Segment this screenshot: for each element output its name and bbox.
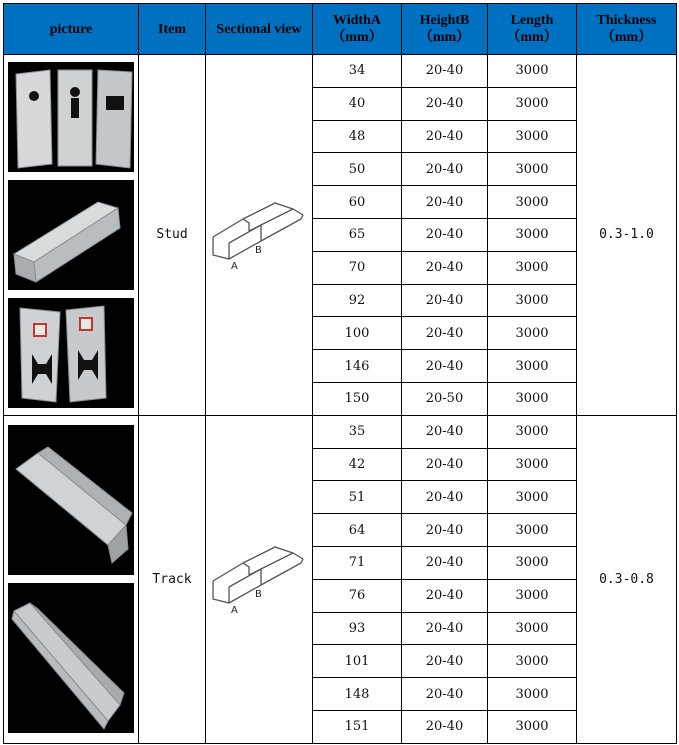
length-cell: 3000 bbox=[488, 514, 577, 547]
track-channel-photo bbox=[8, 583, 134, 733]
header-thickness: Thickness （mm） bbox=[577, 4, 677, 55]
length-cell: 3000 bbox=[488, 448, 577, 481]
header-length: Length （mm） bbox=[488, 4, 577, 55]
width-cell: 71 bbox=[313, 546, 402, 579]
header-sectional-view: Sectional view bbox=[206, 4, 313, 55]
height-cell: 20-40 bbox=[402, 546, 488, 579]
header-row bbox=[4, 4, 677, 55]
height-cell: 20-40 bbox=[402, 218, 488, 251]
track-pictures bbox=[4, 415, 139, 743]
length-cell: 3000 bbox=[488, 251, 577, 284]
header-picture: picture bbox=[4, 4, 139, 55]
height-cell: 20-40 bbox=[402, 678, 488, 711]
dimension-a-label: A bbox=[231, 260, 238, 271]
dimension-a-label: A bbox=[231, 605, 238, 616]
length-cell: 3000 bbox=[488, 120, 577, 153]
stud-profile-photo bbox=[8, 180, 134, 290]
height-cell: 20-40 bbox=[402, 55, 488, 88]
length-cell: 3000 bbox=[488, 284, 577, 317]
height-cell: 20-40 bbox=[402, 186, 488, 219]
height-cell: 20-40 bbox=[402, 645, 488, 678]
height-cell: 20-40 bbox=[402, 251, 488, 284]
length-cell: 3000 bbox=[488, 382, 577, 415]
length-cell: 3000 bbox=[488, 678, 577, 711]
height-cell: 20-40 bbox=[402, 317, 488, 350]
width-cell: 150 bbox=[313, 382, 402, 415]
stud-pictures bbox=[4, 55, 139, 416]
track-section-diagram bbox=[209, 543, 309, 615]
track-profile-photo bbox=[8, 425, 134, 575]
height-cell: 20-40 bbox=[402, 579, 488, 612]
height-cell: 20-40 bbox=[402, 481, 488, 514]
header-height: HeightB （mm） bbox=[402, 4, 488, 55]
item-label: Track bbox=[139, 415, 206, 743]
length-cell: 3000 bbox=[488, 546, 577, 579]
height-cell: 20-40 bbox=[402, 350, 488, 383]
length-cell: 3000 bbox=[488, 55, 577, 88]
height-cell: 20-40 bbox=[402, 153, 488, 186]
length-cell: 3000 bbox=[488, 415, 577, 448]
width-cell: 92 bbox=[313, 284, 402, 317]
width-cell: 34 bbox=[313, 55, 402, 88]
sectional-view bbox=[206, 55, 313, 416]
width-cell: 70 bbox=[313, 251, 402, 284]
height-cell: 20-40 bbox=[402, 415, 488, 448]
width-cell: 146 bbox=[313, 350, 402, 383]
width-cell: 101 bbox=[313, 645, 402, 678]
height-cell: 20-50 bbox=[402, 382, 488, 415]
width-cell: 60 bbox=[313, 186, 402, 219]
stud-h-cut-photo bbox=[8, 298, 134, 408]
length-cell: 3000 bbox=[488, 350, 577, 383]
width-cell: 50 bbox=[313, 153, 402, 186]
stud-punched-profiles-photo bbox=[8, 62, 134, 172]
width-cell: 100 bbox=[313, 317, 402, 350]
width-cell: 65 bbox=[313, 218, 402, 251]
width-cell: 151 bbox=[313, 710, 402, 743]
height-cell: 20-40 bbox=[402, 87, 488, 120]
length-cell: 3000 bbox=[488, 186, 577, 219]
spec-table bbox=[3, 3, 677, 744]
length-cell: 3000 bbox=[488, 579, 577, 612]
width-cell: 148 bbox=[313, 678, 402, 711]
width-cell: 35 bbox=[313, 415, 402, 448]
stud-section-diagram bbox=[209, 199, 309, 271]
height-cell: 20-40 bbox=[402, 448, 488, 481]
width-cell: 42 bbox=[313, 448, 402, 481]
height-cell: 20-40 bbox=[402, 710, 488, 743]
dimension-b-label: B bbox=[255, 589, 262, 601]
thickness-value: 0.3-1.0 bbox=[577, 55, 677, 416]
item-label: Stud bbox=[139, 55, 206, 416]
length-cell: 3000 bbox=[488, 153, 577, 186]
header-item: Item bbox=[139, 4, 206, 55]
height-cell: 20-40 bbox=[402, 612, 488, 645]
width-cell: 93 bbox=[313, 612, 402, 645]
length-cell: 3000 bbox=[488, 218, 577, 251]
height-cell: 20-40 bbox=[402, 120, 488, 153]
table-row bbox=[4, 55, 677, 88]
length-cell: 3000 bbox=[488, 481, 577, 514]
width-cell: 51 bbox=[313, 481, 402, 514]
length-cell: 3000 bbox=[488, 87, 577, 120]
width-cell: 76 bbox=[313, 579, 402, 612]
table-row bbox=[4, 415, 677, 448]
width-cell: 40 bbox=[313, 87, 402, 120]
thickness-value: 0.3-0.8 bbox=[577, 415, 677, 743]
height-cell: 20-40 bbox=[402, 514, 488, 547]
length-cell: 3000 bbox=[488, 317, 577, 350]
height-cell: 20-40 bbox=[402, 284, 488, 317]
width-cell: 64 bbox=[313, 514, 402, 547]
header-width: WidthA （mm） bbox=[313, 4, 402, 55]
dimension-b-label: B bbox=[255, 244, 262, 256]
length-cell: 3000 bbox=[488, 612, 577, 645]
length-cell: 3000 bbox=[488, 710, 577, 743]
width-cell: 48 bbox=[313, 120, 402, 153]
sectional-view bbox=[206, 415, 313, 743]
length-cell: 3000 bbox=[488, 645, 577, 678]
